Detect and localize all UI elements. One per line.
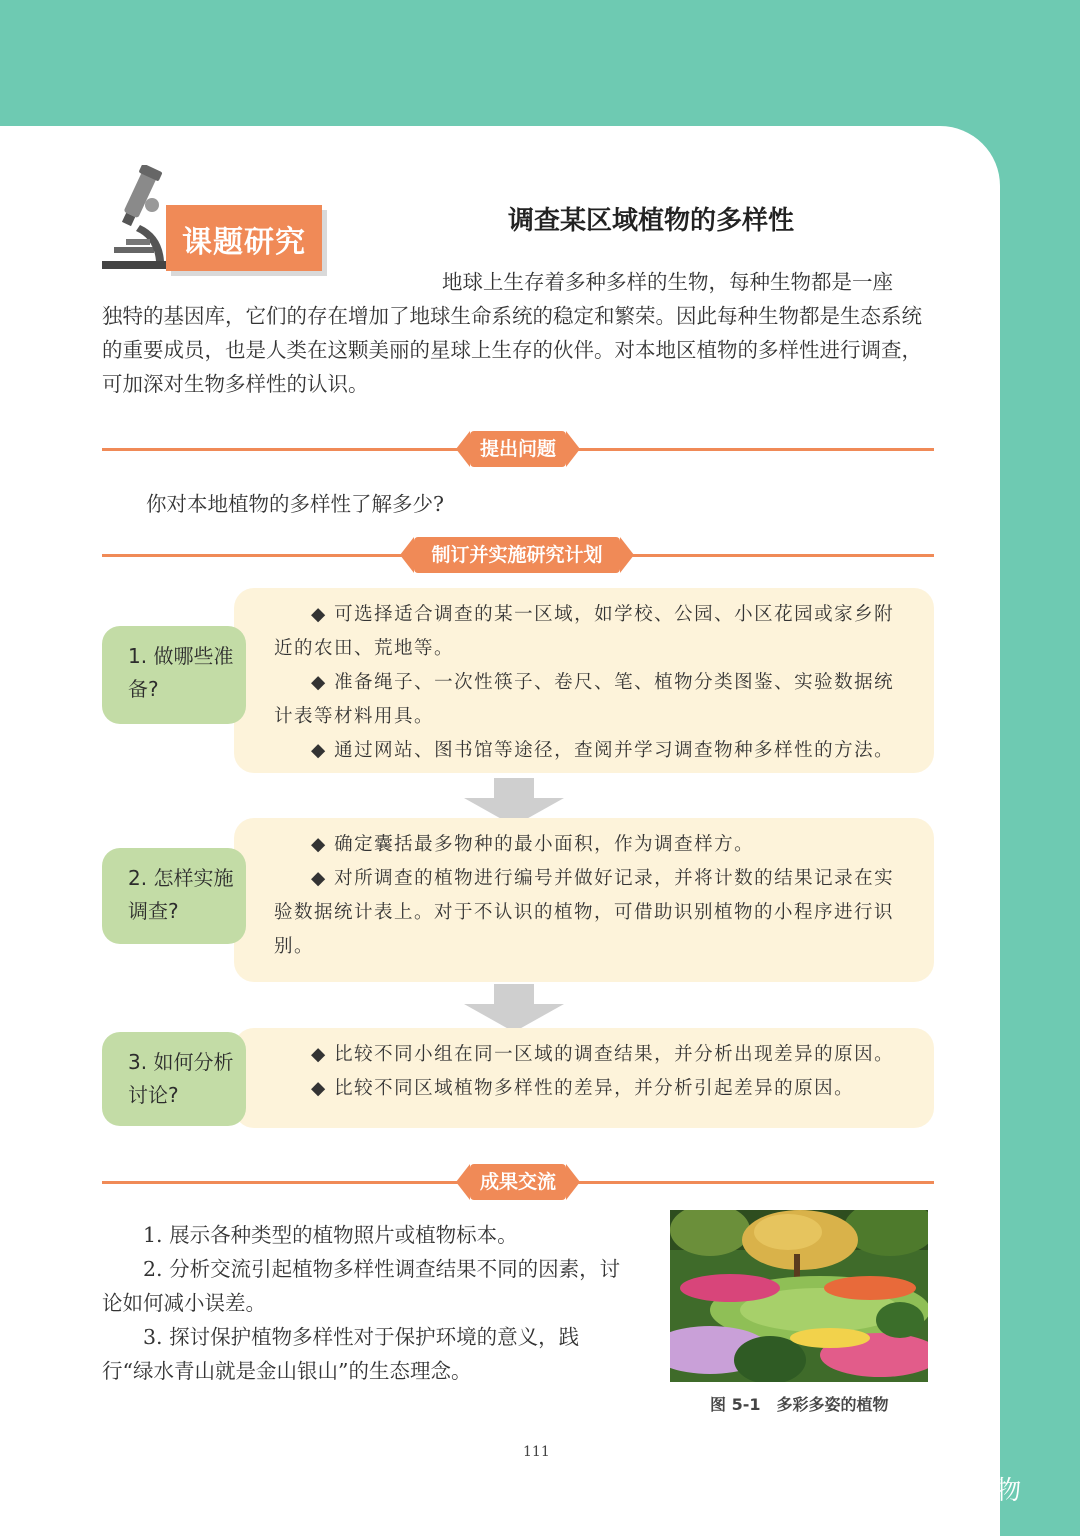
page-title: 调查某区域植物的多样性 bbox=[508, 206, 795, 236]
wechat-icon: ◔ bbox=[892, 1480, 912, 1505]
step-1-item-2: ◆ 准备绳子、一次性筷子、卷尺、笔、植物分类图鉴、实验数据统计表等材料用具。 bbox=[274, 672, 895, 727]
intro-rest: 独特的基因库，它们的存在增加了地球生命系统的稳定和繁荣。因此每种生物都是生态系统的重要成员，也是人类在这颗美丽的星球上生存的伙伴。对本地区植物的多样性进行调查，可加深对生物多样性的认识。 bbox=[102, 304, 922, 396]
watermark-text: 枫梓生物 bbox=[917, 1476, 1022, 1506]
step-3-box bbox=[234, 1028, 934, 1128]
result-item-3: 3. 探讨保护植物多样性对于保护环境的意义，践行“绿水青山就是金山银山”的生态理念。 bbox=[102, 1325, 580, 1383]
results-list bbox=[102, 1218, 622, 1388]
section-plan-label: 制订并实施研究计划 bbox=[414, 537, 620, 573]
step-1-box bbox=[234, 588, 934, 773]
intro-paragraph bbox=[102, 265, 934, 401]
result-item-1: 1. 展示各种类型的植物照片或植物标本。 bbox=[143, 1223, 518, 1247]
down-arrow-icon bbox=[464, 984, 564, 1034]
page-number: 111 bbox=[523, 1444, 550, 1460]
step-3-item-2: ◆ 比较不同区域植物多样性的差异，并分析引起差异的原因。 bbox=[311, 1078, 855, 1099]
step-2-box bbox=[234, 818, 934, 982]
step-3-label: 3. 如何分析讨论? bbox=[102, 1032, 246, 1126]
section-ask-label: 提出问题 bbox=[470, 431, 566, 467]
section-share-label: 成果交流 bbox=[470, 1164, 566, 1200]
question-text: 你对本地植物的多样性了解多少? bbox=[146, 492, 444, 516]
step-1-item-1: ◆ 可选择适合调查的某一区域，如学校、公园、小区花园或家乡附近的农田、荒地等。 bbox=[274, 604, 895, 659]
step-2-item-1: ◆ 确定囊括最多物种的最小面积，作为调查样方。 bbox=[311, 834, 755, 855]
step-1-label: 1. 做哪些准备? bbox=[102, 626, 246, 724]
result-item-2: 2. 分析交流引起植物多样性调查结果不同的因素，讨论如何减小误差。 bbox=[102, 1257, 621, 1315]
step-2-item-2: ◆ 对所调查的植物进行编号并做好记录，并将计数的结果记录在实验数据统计表上。对于不认识的植物，可借助识别植物的小程序进行识别。 bbox=[274, 868, 895, 957]
figure-caption: 图 5-1 多彩多姿的植物 bbox=[710, 1395, 889, 1414]
step-2-label: 2. 怎样实施调查? bbox=[102, 848, 246, 944]
step-1-item-3: ◆ 通过网站、图书馆等途径，查阅并学习调查物种多样性的方法。 bbox=[311, 740, 895, 761]
intro-line1: 地球上生存着多种多样的生物，每种生物都是一座 bbox=[442, 270, 893, 294]
garden-photo bbox=[670, 1210, 928, 1382]
step-3-item-1: ◆ 比较不同小组在同一区域的调查结果，并分析出现差异的原因。 bbox=[311, 1044, 895, 1065]
watermark bbox=[892, 1470, 1021, 1507]
badge-label: 课题研究 bbox=[182, 225, 306, 260]
badge-label-box bbox=[166, 205, 322, 271]
topic-badge bbox=[100, 165, 340, 275]
